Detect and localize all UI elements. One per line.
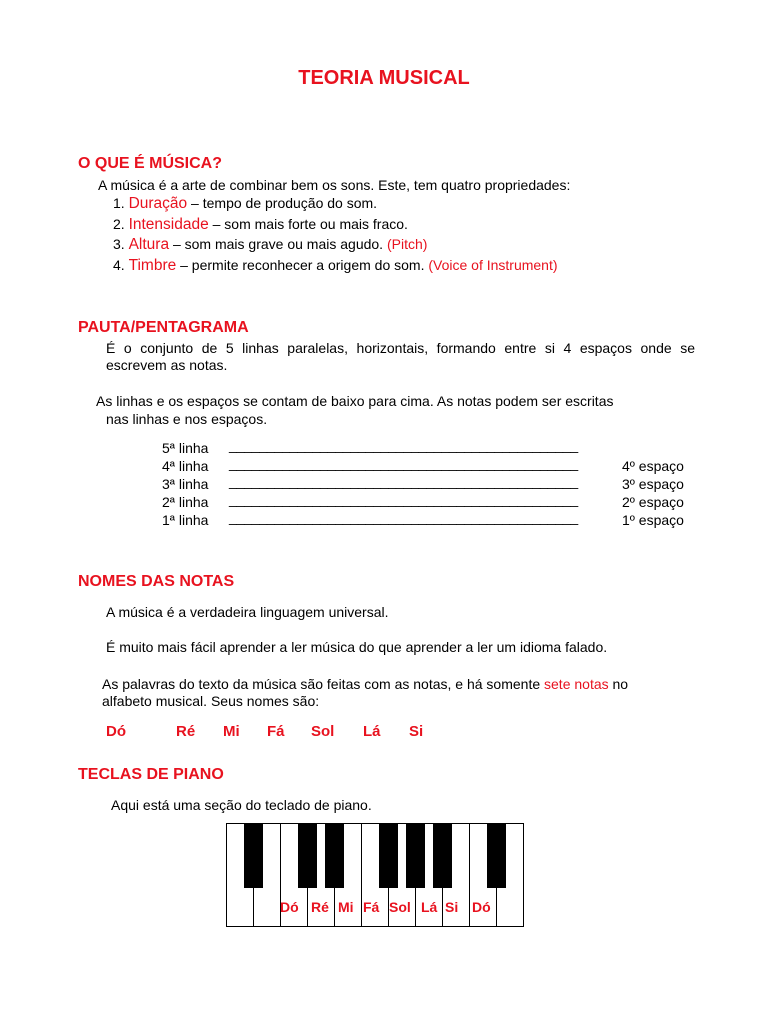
list-number: 1.	[113, 195, 125, 211]
piano-black-key	[298, 824, 317, 888]
staff-space-label: 2º espaço	[622, 494, 684, 510]
staff-rule: ______________________________________________	[229, 509, 578, 525]
seven-notes-highlight: sete notas	[544, 676, 609, 692]
piano-black-key	[325, 824, 344, 888]
staff-rule: ______________________________________________	[229, 473, 578, 489]
piano-black-key	[433, 824, 452, 888]
staff-line-label: 4ª linha	[162, 458, 209, 474]
reading-music-text: É muito mais fácil aprender a ler música do que aprender a ler um idioma falado.	[106, 639, 608, 655]
seven-notes-text-start: As palavras do texto da música são feitas com as notas, e há somente	[102, 676, 545, 692]
piano-key-label: Sol	[389, 899, 411, 915]
staff-rule: ______________________________________________	[229, 455, 578, 471]
piano-key-label: Dó	[280, 899, 299, 915]
note-name: Mi	[223, 723, 240, 740]
piano-key-label: Fá	[363, 899, 380, 915]
staff-counting-line2: nas linhas e nos espaços.	[106, 411, 268, 427]
piano-key-label: Dó	[472, 899, 491, 915]
property-item-timbre	[113, 257, 558, 275]
section-heading-what-is-music: O QUE É MÚSICA?	[78, 155, 223, 172]
property-term: Intensidade	[128, 216, 209, 233]
seven-notes-text	[102, 676, 628, 692]
staff-rule: ______________________________________________	[229, 437, 578, 453]
property-term: Duração	[128, 195, 188, 212]
staff-space-label: 4º espaço	[622, 458, 684, 474]
property-item-duration	[113, 195, 377, 213]
staff-definition-line1: É o conjunto de 5 linhas paralelas, horizontais, formando entre si 4 espaços onde se	[106, 340, 695, 356]
piano-key-label: Ré	[311, 899, 329, 915]
staff-space-label: 1º espaço	[622, 512, 684, 528]
section-heading-note-names: NOMES DAS NOTAS	[78, 573, 235, 590]
property-term: Timbre	[128, 257, 177, 274]
staff-definition-line2: escrevem as notas.	[106, 357, 228, 373]
piano-key-label: Lá	[421, 899, 438, 915]
piano-key-label: Mi	[338, 899, 354, 915]
property-description: – som mais forte ou mais fraco.	[208, 216, 408, 232]
note-name: Lá	[363, 723, 381, 740]
staff-line-label: 1ª linha	[162, 512, 209, 528]
property-translation: (Pitch)	[386, 236, 428, 252]
section-heading-staff: PAUTA/PENTAGRAMA	[78, 319, 249, 336]
note-name: Fá	[267, 723, 285, 740]
piano-black-key	[244, 824, 263, 888]
property-description: – permite reconhecer a origem do som.	[176, 257, 429, 273]
piano-black-key	[406, 824, 425, 888]
note-names-intro: alfabeto musical. Seus nomes são:	[102, 693, 320, 709]
universal-language-text: A música é a verdadeira linguagem universal.	[106, 604, 389, 620]
property-item-intensity	[113, 216, 408, 234]
piano-key-label: Si	[445, 899, 459, 915]
music-definition: A música é a arte de combinar bem os sons. Este, tem quatro propriedades:	[98, 177, 571, 193]
property-description: – som mais grave ou mais agudo.	[169, 236, 387, 252]
section-heading-piano-keys: TECLAS DE PIANO	[78, 766, 224, 783]
list-number: 4.	[113, 257, 125, 273]
property-translation: (Voice of Instrument)	[428, 257, 558, 273]
note-name: Sol	[311, 723, 335, 740]
staff-counting-line1: As linhas e os espaços se contam de baixo para cima. As notas podem ser escritas	[96, 393, 614, 409]
note-name: Si	[409, 723, 424, 740]
seven-notes-text-end: no	[608, 676, 629, 692]
property-term: Altura	[128, 236, 170, 253]
property-item-pitch	[113, 236, 427, 254]
note-name: Dó	[106, 723, 126, 740]
piano-black-key	[379, 824, 398, 888]
page-title: TEORIA MUSICAL	[298, 67, 470, 89]
list-number: 3.	[113, 236, 125, 252]
staff-line-label: 2ª linha	[162, 494, 209, 510]
staff-space-label: 3º espaço	[622, 476, 684, 492]
staff-line-label: 3ª linha	[162, 476, 209, 492]
staff-line-label: 5ª linha	[162, 440, 209, 456]
piano-intro-text: Aqui está uma seção do teclado de piano.	[111, 797, 372, 813]
piano-keyboard	[226, 823, 524, 927]
staff-rule: ______________________________________________	[229, 491, 578, 507]
property-description: – tempo de produção do som.	[187, 195, 378, 211]
list-number: 2.	[113, 216, 125, 232]
note-name: Ré	[176, 723, 196, 740]
piano-black-key	[487, 824, 506, 888]
